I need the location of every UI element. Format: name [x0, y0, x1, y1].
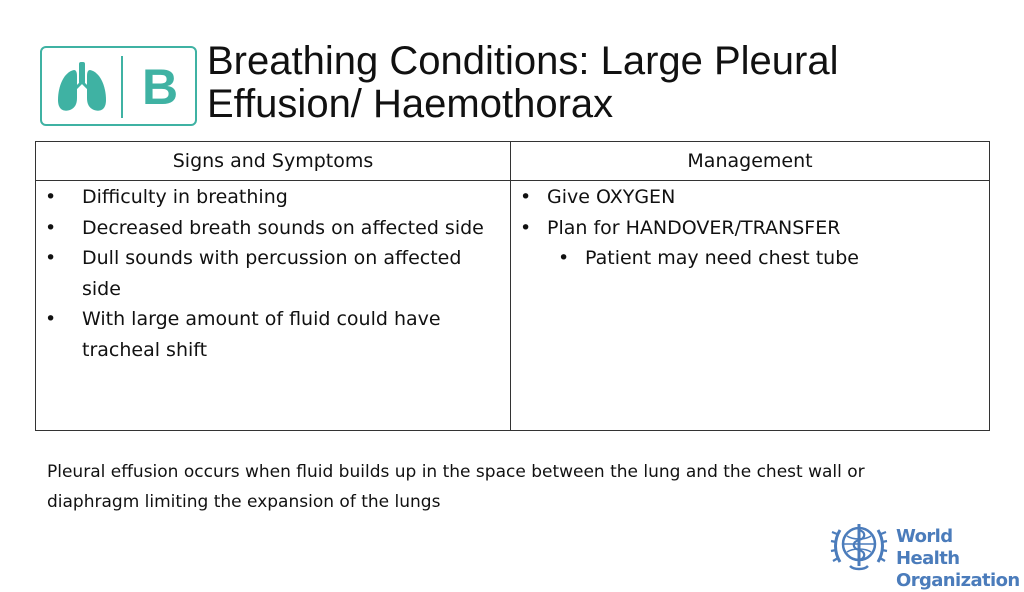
- header-management: Management: [511, 142, 990, 181]
- who-name-line-2: Organization: [896, 570, 1020, 591]
- list-item: • Dull sounds with percussion on affected side: [36, 243, 510, 304]
- badge-letter: B: [141, 59, 179, 115]
- signs-cell: [36, 181, 511, 431]
- management-list: [511, 182, 989, 274]
- list-item: • Difficulty in breathing: [36, 182, 510, 213]
- management-cell: [511, 181, 990, 431]
- page-title: [207, 40, 967, 126]
- title-line-1: Breathing Conditions: Large Pleural: [207, 39, 839, 83]
- who-logo: [828, 514, 1020, 591]
- title-line-2: Effusion/ Haemothorax: [207, 82, 614, 126]
- list-item: • Plan for HANDOVER/TRANSFER: [511, 213, 989, 244]
- who-name: [896, 526, 1018, 592]
- list-item: • With large amount of fluid could have tracheal shift: [36, 304, 510, 365]
- table-header-row: [36, 142, 990, 181]
- airway-breathing-badge: [40, 46, 197, 126]
- definition-note: Pleural effusion occurs when fluid builds up in the space between the lung and the chest wall or diaphragm limiting the expansion of the lungs: [47, 462, 865, 512]
- conditions-table: [35, 141, 990, 431]
- lungs-icon: [54, 60, 110, 114]
- who-name-line-1: World Health: [896, 526, 960, 569]
- list-item: • Give OXYGEN: [511, 182, 989, 213]
- badge-divider: [121, 56, 123, 118]
- table-row: [36, 181, 990, 431]
- who-emblem-icon: [828, 516, 890, 574]
- signs-list: [36, 182, 510, 366]
- list-item: • Decreased breath sounds on affected side: [36, 213, 510, 244]
- header-signs: Signs and Symptoms: [36, 142, 511, 181]
- sub-list-item: • Patient may need chest tube: [511, 243, 989, 274]
